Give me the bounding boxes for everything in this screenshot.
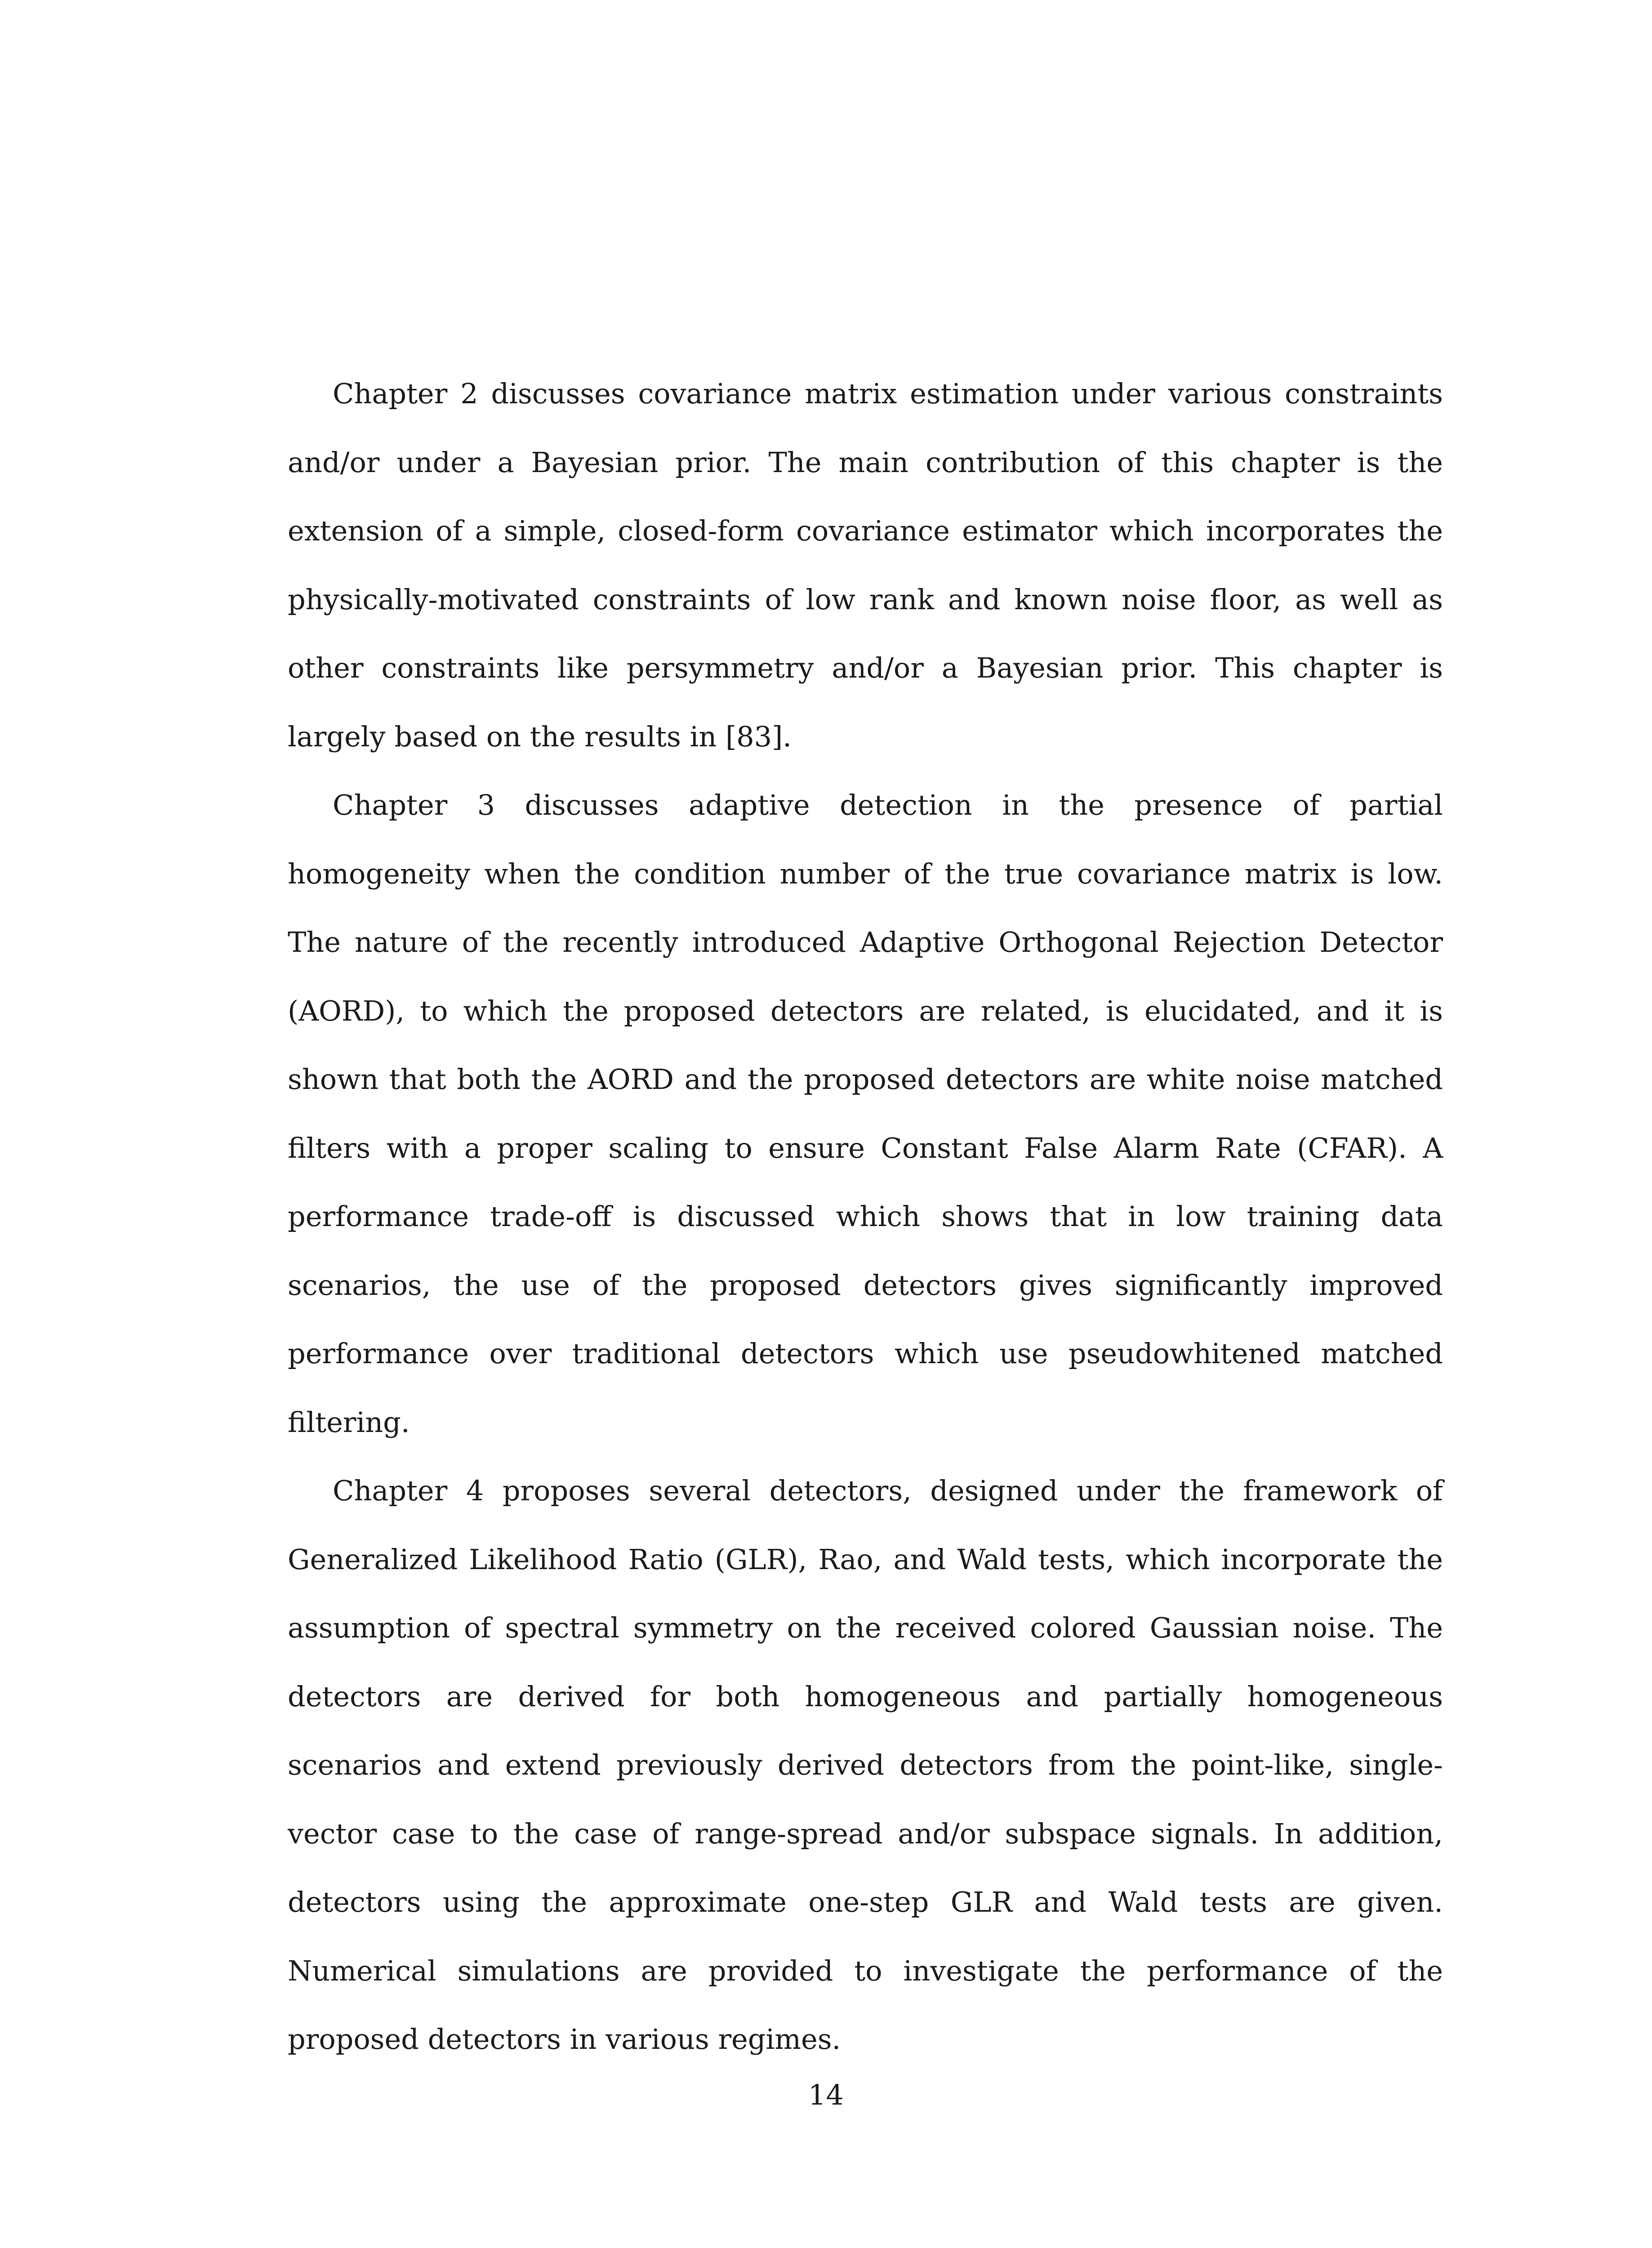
paragraph-chapter-3-summary: Chapter 3 discusses adaptive detection in the presence of partial homogeneity when the condition number of the true covariance matrix is low. The nature of the recently introduced Adaptive Orthogonal Rejection Detector (AORD), to which the proposed detectors are related, is elucidated, and it is shown that both the AORD and the proposed detectors are white noise matched filters with a proper scaling to ensure Constant False Alarm Rate (CFAR). A performance trade-off is discussed which shows that in low training data scenarios, the use of the proposed detectors gives significantly improved performance over traditional detectors which use pseudowhitened matched filtering. bbox=[288, 789, 1443, 1439]
page-number: 14 bbox=[808, 2079, 844, 2111]
body-text bbox=[288, 360, 1443, 2074]
paragraph-chapter-2-summary: Chapter 2 discusses covariance matrix estimation under various constraints and/or under a Bayesian prior. The main contribution of this chapter is the extension of a simple, closed-form covariance estimator which incorporates the physically-motivated constraints of low rank and known noise floor, as well as other constraints like persymmetry and/or a Bayesian prior. This chapter is largely based on the results in [83]. bbox=[288, 377, 1443, 753]
paragraph-chapter-4-summary: Chapter 4 proposes several detectors, designed under the framework of Generalized Likelihood Ratio (GLR), Rao, and Wald tests, which incorporate the assumption of spectral symmetry on the received colored Gaussian noise. The detectors are derived for both homogeneous and partially homogeneous scenarios and extend previously derived detectors from the point-like, single-vector case to the case of range-spread and/or subspace signals. In addition, detectors using the approximate one-step GLR and Wald tests are given. Numerical simulations are provided to investigate the performance of the proposed detectors in various regimes. bbox=[288, 1474, 1443, 2056]
